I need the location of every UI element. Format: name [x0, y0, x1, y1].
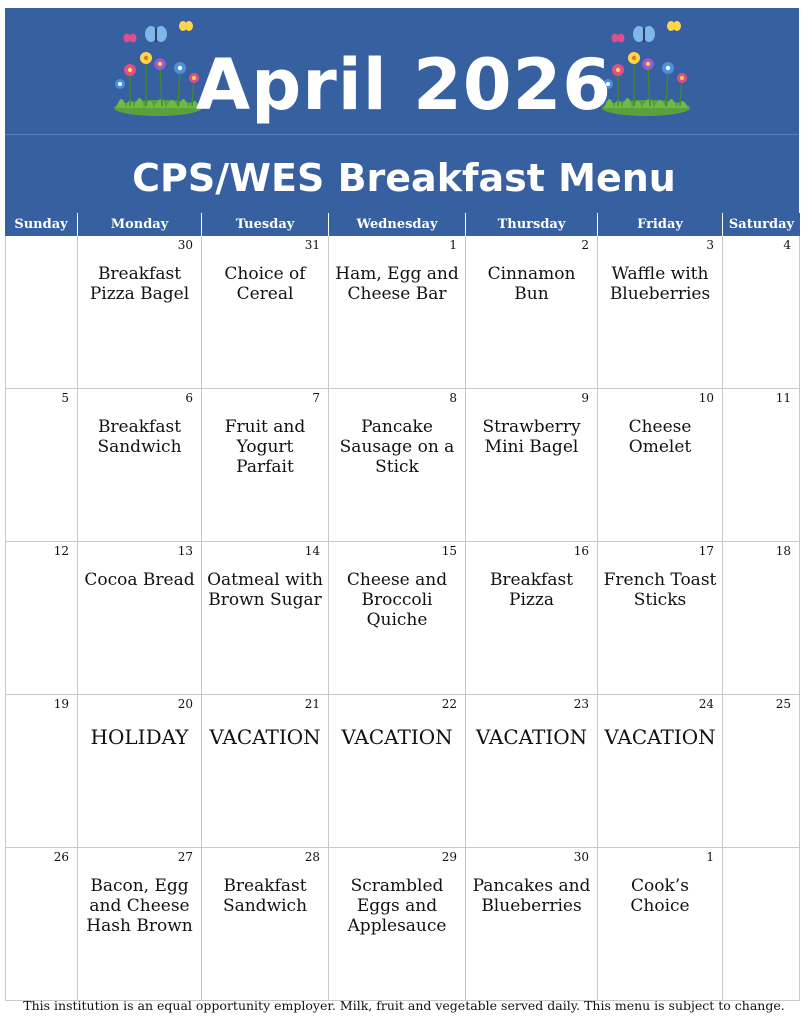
- day-cell: [723, 695, 800, 847]
- day-cell: [466, 236, 598, 388]
- meal-item: Bacon, Egg and Cheese Hash Brown: [86, 876, 193, 936]
- calendar-week-row: [6, 542, 800, 695]
- day-cell: [723, 236, 800, 388]
- weekday-header: Sunday: [5, 213, 78, 236]
- day-number: 1: [449, 238, 457, 252]
- day-number: 8: [449, 391, 457, 405]
- day-number: 17: [698, 544, 714, 558]
- day-number: 20: [177, 697, 193, 711]
- day-cell: [6, 848, 78, 1000]
- day-number: 11: [775, 391, 791, 405]
- day-number: 28: [304, 850, 320, 864]
- day-cell: [78, 542, 202, 694]
- day-number: 14: [304, 544, 320, 558]
- day-number: 5: [61, 391, 69, 405]
- meal-item: Cocoa Bread: [84, 570, 195, 590]
- weekday-header: Tuesday: [202, 213, 329, 236]
- day-number: 12: [53, 544, 69, 558]
- day-cell: [329, 236, 466, 388]
- meal-item: VACATION: [604, 725, 716, 749]
- day-number: 13: [177, 544, 193, 558]
- day-cell: [329, 848, 466, 1000]
- meal-item: Breakfast Sandwich: [97, 417, 182, 457]
- day-cell: [598, 389, 723, 541]
- day-cell: [466, 542, 598, 694]
- day-cell: [598, 848, 723, 1000]
- day-cell: [598, 236, 723, 388]
- banner-divider: [5, 134, 799, 135]
- day-number: 18: [775, 544, 791, 558]
- day-cell: [6, 389, 78, 541]
- day-number: 19: [53, 697, 69, 711]
- day-cell: [6, 542, 78, 694]
- day-number: 16: [573, 544, 589, 558]
- day-cell: [723, 542, 800, 694]
- day-cell: [466, 389, 598, 541]
- day-cell: [78, 389, 202, 541]
- meal-item: Pancakes and Blueberries: [472, 876, 591, 916]
- day-number: 26: [53, 850, 69, 864]
- day-cell: [202, 848, 329, 1000]
- day-cell: [202, 389, 329, 541]
- day-cell: [202, 695, 329, 847]
- day-number: 10: [698, 391, 714, 405]
- day-number: 23: [573, 697, 589, 711]
- day-cell: [466, 848, 598, 1000]
- day-cell: [329, 695, 466, 847]
- day-cell: [78, 236, 202, 388]
- day-number: 30: [573, 850, 589, 864]
- day-number: 30: [177, 238, 193, 252]
- day-cell: [466, 695, 598, 847]
- meal-item: French Toast Sticks: [603, 570, 717, 610]
- meal-item: Breakfast Sandwich: [222, 876, 308, 916]
- footer-note: This institution is an equal opportunity employer. Milk, fruit and vegetable served daily. This menu is subject to change.: [23, 998, 785, 1013]
- day-number: 4: [783, 238, 791, 252]
- day-number: 24: [698, 697, 714, 711]
- meal-item: Cook’s Choice: [630, 876, 690, 916]
- calendar-month-title: April 2026: [196, 44, 612, 126]
- day-cell: [329, 389, 466, 541]
- day-number: 22: [441, 697, 457, 711]
- calendar-week-row: [6, 236, 800, 389]
- day-cell: [598, 542, 723, 694]
- meal-item: Scrambled Eggs and Applesauce: [347, 876, 447, 936]
- day-number: 7: [312, 391, 320, 405]
- day-number: 31: [304, 238, 320, 252]
- calendar-week-row: [6, 848, 800, 1001]
- meal-item: Fruit and Yogurt Parfait: [224, 417, 306, 477]
- day-cell: [78, 848, 202, 1000]
- calendar-weeks: [5, 236, 800, 1001]
- day-cell: [723, 389, 800, 541]
- weekday-header: Monday: [78, 213, 202, 236]
- day-cell: [78, 695, 202, 847]
- meal-item: Ham, Egg and Cheese Bar: [335, 264, 459, 304]
- day-number: 25: [775, 697, 791, 711]
- meal-item: VACATION: [341, 725, 453, 749]
- meal-item: Strawberry Mini Bagel: [482, 417, 581, 457]
- day-cell: [723, 848, 800, 1000]
- day-number: 3: [706, 238, 714, 252]
- meal-item: Breakfast Pizza Bagel: [89, 264, 190, 304]
- meal-item: Pancake Sausage on a Stick: [339, 417, 455, 477]
- weekday-header: Wednesday: [329, 213, 466, 236]
- calendar-week-row: [6, 389, 800, 542]
- meal-item: Cheese and Broccoli Quiche: [346, 570, 448, 630]
- day-number: 15: [441, 544, 457, 558]
- day-cell: [6, 236, 78, 388]
- meal-item: HOLIDAY: [90, 725, 189, 749]
- calendar-week-row: [6, 695, 800, 848]
- meal-item: Cheese Omelet: [628, 417, 692, 457]
- day-number: 9: [581, 391, 589, 405]
- weekday-header: Saturday: [728, 217, 795, 232]
- menu-title: CPS/WES Breakfast Menu: [132, 156, 676, 200]
- calendar-grid: [5, 213, 800, 998]
- day-number: 1: [706, 850, 714, 864]
- day-cell: [202, 542, 329, 694]
- weekday-header: Friday: [598, 213, 723, 236]
- meal-item: Cinnamon Bun: [487, 264, 576, 304]
- day-cell: [6, 695, 78, 847]
- day-cell: [202, 236, 329, 388]
- meal-item: Waffle with Blueberries: [609, 264, 711, 304]
- meal-item: Breakfast Pizza: [489, 570, 574, 610]
- meal-item: VACATION: [209, 725, 321, 749]
- weekday-header: Thursday: [466, 213, 598, 236]
- meal-item: Oatmeal with Brown Sugar: [207, 570, 323, 610]
- day-number: 21: [304, 697, 320, 711]
- day-number: 29: [441, 850, 457, 864]
- day-cell: [598, 695, 723, 847]
- meal-item: VACATION: [475, 725, 588, 749]
- day-cell: [329, 542, 466, 694]
- meal-item: Choice of Cereal: [224, 264, 306, 304]
- day-number: 2: [581, 238, 589, 252]
- day-number: 27: [177, 850, 193, 864]
- day-number: 6: [185, 391, 193, 405]
- weekday-header-row: [5, 213, 800, 236]
